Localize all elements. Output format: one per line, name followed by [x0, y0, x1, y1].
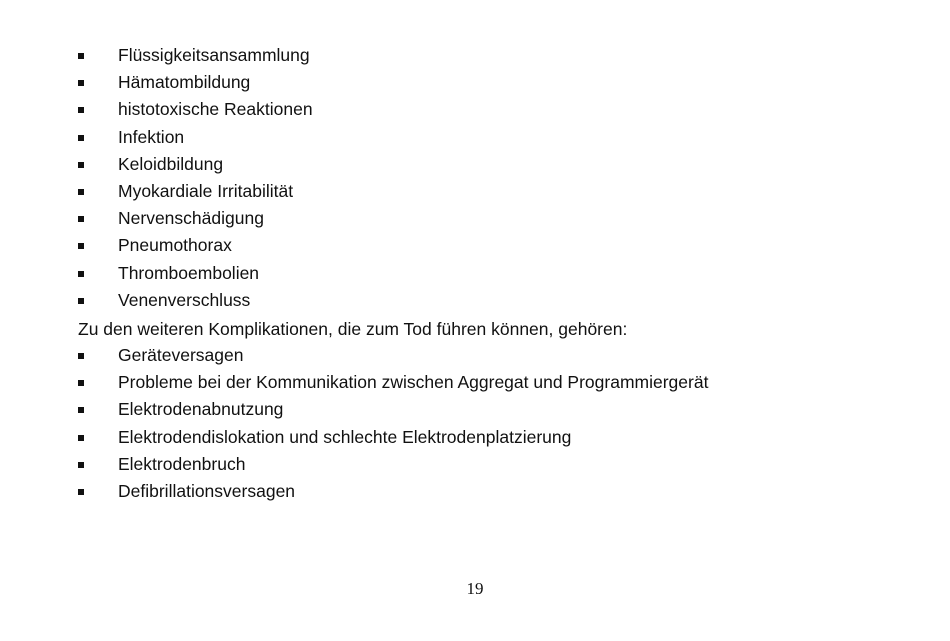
list-item-text: Geräteversagen [118, 345, 244, 365]
bullet-icon [78, 135, 84, 141]
list-item [78, 232, 313, 259]
list-item-text: Pneumothorax [118, 235, 232, 256]
list-item-text: Nervenschädigung [118, 208, 264, 229]
list-item-text: Infektion [118, 126, 185, 147]
bullet-icon [78, 489, 84, 495]
list-item [78, 369, 708, 396]
list-item [78, 96, 313, 123]
bullet-icon [78, 189, 84, 195]
list-item-text: Elektrodendislokation und schlechte Elektrodenplatzierung [118, 426, 572, 447]
list-item [78, 260, 313, 287]
list-item [78, 42, 313, 69]
list-item [78, 151, 313, 178]
complications-list [78, 42, 313, 314]
list-item-text: Myokardiale Irritabilität [118, 180, 294, 201]
fatal-complications-list [78, 342, 708, 505]
list-item-text: Keloidbildung [118, 153, 224, 174]
list-item [78, 287, 313, 314]
bullet-icon [78, 107, 84, 113]
list-item-text: Elektrodenbruch [118, 453, 246, 474]
intro-paragraph: Zu den weiteren Komplikationen, die zum Tod führen können, gehören: [78, 319, 628, 339]
list-item [78, 451, 708, 478]
bullet-icon [78, 243, 84, 249]
list-item [78, 178, 313, 205]
list-item-text: Defibrillationsversagen [118, 480, 296, 501]
bullet-icon [78, 435, 84, 441]
bullet-icon [78, 353, 84, 359]
bullet-icon [78, 80, 84, 86]
list-item [78, 205, 313, 232]
list-item-text: Flüssigkeitsansammlung [118, 45, 310, 65]
bullet-icon [78, 380, 84, 386]
bullet-icon [78, 298, 84, 304]
bullet-icon [78, 462, 84, 468]
bullet-icon [78, 407, 84, 413]
list-item [78, 396, 708, 423]
bullet-icon [78, 53, 84, 59]
page-number: 19 [466, 579, 484, 598]
bullet-icon [78, 216, 84, 222]
list-item-text: histotoxische Reaktionen [118, 99, 313, 120]
list-item-text: Hämatombildung [118, 72, 251, 93]
bullet-icon [78, 271, 84, 277]
list-item [78, 424, 708, 451]
list-item-text: Venenverschluss [118, 289, 251, 310]
list-item-text: Probleme bei der Kommunikation zwischen Aggregat und Programmiergerät [118, 372, 709, 393]
list-item-text: Thromboembolien [118, 262, 260, 283]
list-item [78, 478, 708, 505]
list-item-text: Elektrodenabnutzung [118, 399, 284, 420]
bullet-icon [78, 162, 84, 168]
list-item [78, 342, 708, 369]
list-item [78, 69, 313, 96]
list-item [78, 124, 313, 151]
